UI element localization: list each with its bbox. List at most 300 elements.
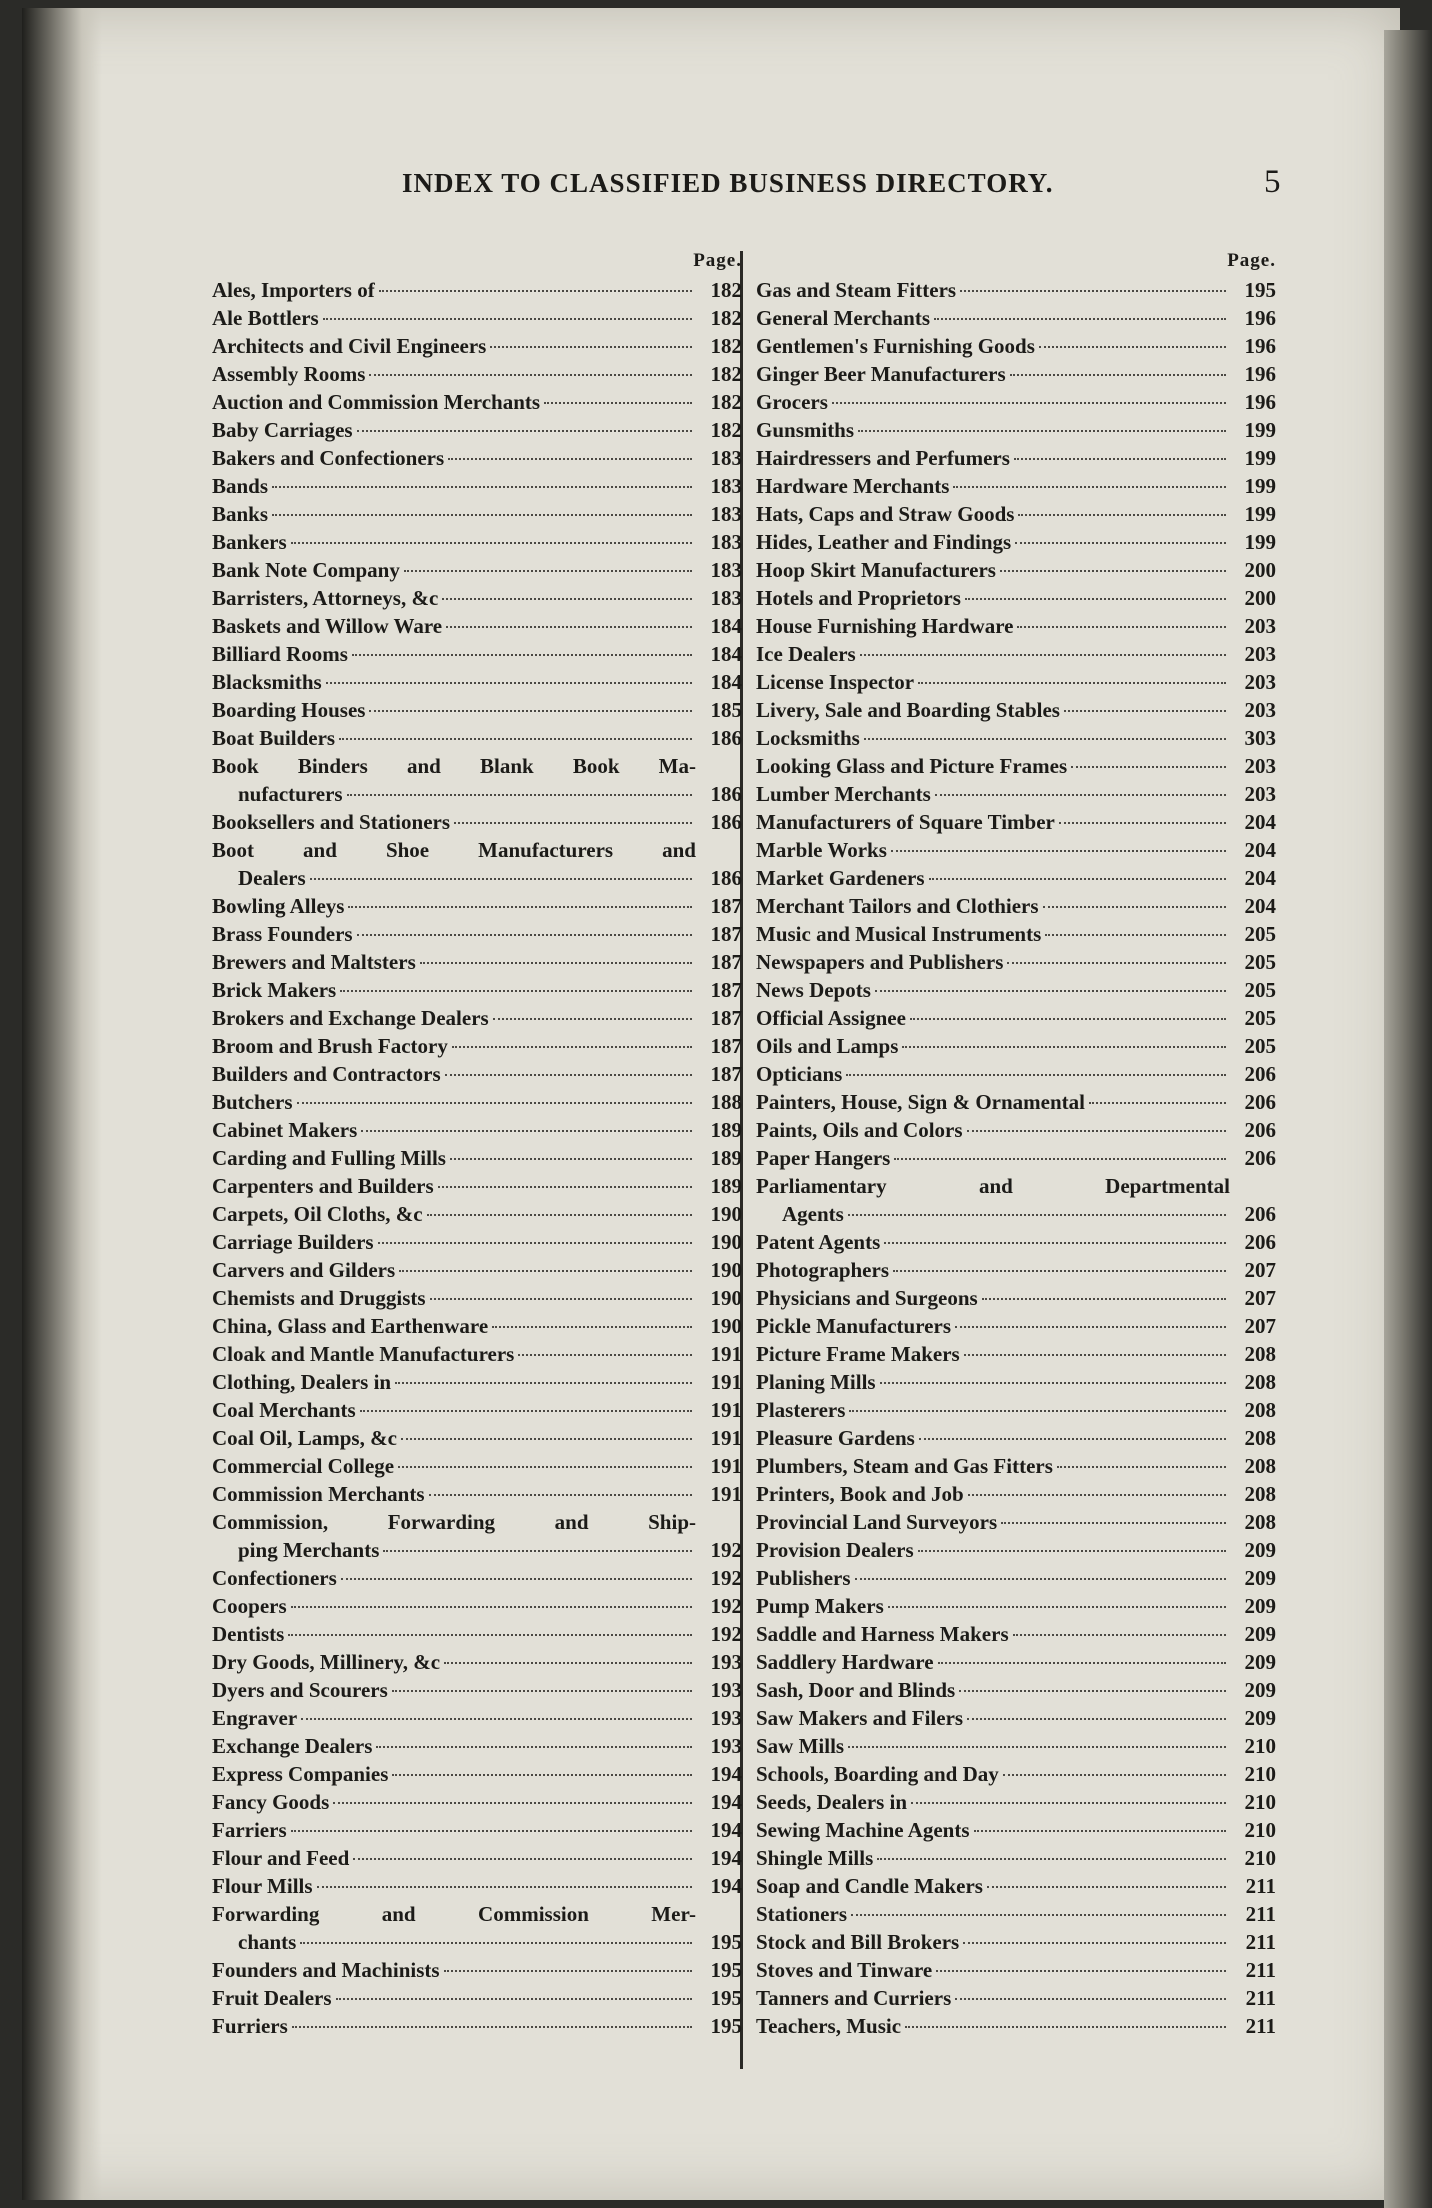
- entry-name: Livery, Sale and Boarding Stables: [756, 698, 1060, 722]
- index-entry: [212, 1200, 742, 1228]
- entry-name: Dentists: [212, 1622, 285, 1646]
- entry-name: Ginger Beer Manufacturers: [756, 362, 1006, 386]
- dot-leader: [905, 2026, 1226, 2028]
- dot-leader: [378, 1242, 692, 1244]
- dot-leader: [333, 1802, 692, 1804]
- dot-leader: [982, 1298, 1226, 1300]
- entry-page-number: 204: [1244, 810, 1276, 834]
- dot-leader: [1001, 1522, 1226, 1524]
- dot-leader: [911, 1802, 1226, 1804]
- index-entry: [212, 808, 742, 836]
- dot-leader: [877, 1858, 1226, 1860]
- dot-leader: [893, 1270, 1226, 1272]
- index-entry: [212, 1760, 742, 1788]
- entry-name: Bands: [212, 474, 269, 498]
- entry-name: Opticians: [756, 1062, 843, 1086]
- dot-leader: [399, 1270, 692, 1272]
- entry-name: Brokers and Exchange Dealers: [212, 1006, 489, 1030]
- dot-leader: [383, 1550, 692, 1552]
- entry-name: Book Binders and Blank Book Ma-: [212, 754, 696, 778]
- dot-leader: [968, 1494, 1226, 1496]
- entry-page-number: 194: [710, 1846, 742, 1870]
- index-entry: [212, 920, 742, 948]
- entry-name: Pump Makers: [756, 1594, 884, 1618]
- dot-leader: [1059, 822, 1226, 824]
- index-entry: [756, 1340, 1276, 1368]
- entry-page-number: 206: [1244, 1202, 1276, 1226]
- entry-name: Baby Carriages: [212, 418, 353, 442]
- dot-leader: [445, 1074, 692, 1076]
- entry-page-number: 211: [1245, 1958, 1276, 1982]
- entry-name-continued: Agents: [782, 1202, 844, 1226]
- dot-leader: [348, 906, 692, 908]
- index-entry: [212, 1956, 742, 1984]
- dot-leader: [884, 1242, 1226, 1244]
- entry-page-number: 190: [710, 1258, 742, 1282]
- entry-name: Commission Merchants: [212, 1482, 425, 1506]
- entry-name: Paints, Oils and Colors: [756, 1118, 963, 1142]
- entry-page-number: 199: [1244, 474, 1276, 498]
- entry-page-number: 187: [710, 922, 742, 946]
- index-entry: [212, 472, 742, 500]
- index-entry: [212, 1592, 742, 1620]
- entry-page-number: 193: [710, 1650, 742, 1674]
- dot-leader: [420, 962, 692, 964]
- index-entry: [212, 1228, 742, 1256]
- entry-page-number: 182: [710, 334, 742, 358]
- dot-leader: [291, 542, 692, 544]
- dot-leader: [936, 1970, 1226, 1972]
- dot-leader: [395, 1382, 692, 1384]
- index-entry: [212, 500, 742, 528]
- entry-page-number: 182: [710, 278, 742, 302]
- dot-leader: [855, 1578, 1226, 1580]
- dot-leader: [339, 738, 692, 740]
- entry-name: Physicians and Surgeons: [756, 1286, 978, 1310]
- entry-name: Bowling Alleys: [212, 894, 345, 918]
- entry-name: Cabinet Makers: [212, 1118, 358, 1142]
- dot-leader: [967, 1130, 1226, 1132]
- entry-page-number: 205: [1244, 978, 1276, 1002]
- dot-leader: [347, 794, 692, 796]
- dot-leader: [935, 794, 1226, 796]
- entry-name: News Depots: [756, 978, 871, 1002]
- entry-name: Planing Mills: [756, 1370, 876, 1394]
- entry-page-number: 189: [710, 1118, 742, 1142]
- index-entry: [756, 1144, 1276, 1172]
- entry-page-number: 191: [710, 1370, 742, 1394]
- index-entry: [756, 668, 1276, 696]
- dot-leader: [518, 1354, 692, 1356]
- dot-leader: [336, 1998, 692, 2000]
- entry-name: Brass Founders: [212, 922, 353, 946]
- entry-name: Carvers and Gilders: [212, 1258, 396, 1282]
- entry-page-number: 207: [1244, 1286, 1276, 1310]
- index-entry: [756, 1060, 1276, 1088]
- entry-name: Sash, Door and Blinds: [756, 1678, 956, 1702]
- entry-name: Pickle Manufacturers: [756, 1314, 951, 1338]
- entry-page-number: 186: [710, 810, 742, 834]
- entry-page-number: 186: [710, 782, 742, 806]
- index-entry: [212, 444, 742, 472]
- entry-page-number: 205: [1244, 922, 1276, 946]
- index-entry: [756, 500, 1276, 528]
- entry-page-number: 190: [710, 1286, 742, 1310]
- entry-page-number: 196: [1244, 362, 1276, 386]
- entry-name: Bakers and Confectioners: [212, 446, 445, 470]
- dot-leader: [1010, 374, 1226, 376]
- entry-name: Saddle and Harness Makers: [756, 1622, 1009, 1646]
- index-entry: [212, 2012, 742, 2040]
- index-entry: [756, 1816, 1276, 1844]
- dot-leader: [832, 402, 1226, 404]
- entry-page-number: 196: [1244, 390, 1276, 414]
- index-entry: [212, 1340, 742, 1368]
- index-entry: [756, 612, 1276, 640]
- entry-name: Fancy Goods: [212, 1790, 330, 1814]
- dot-leader: [960, 290, 1226, 292]
- index-entry: [756, 1228, 1276, 1256]
- entry-name: Express Companies: [212, 1762, 389, 1786]
- index-entry: [756, 1928, 1276, 1956]
- index-entry: [756, 584, 1276, 612]
- entry-name: Hats, Caps and Straw Goods: [756, 502, 1015, 526]
- entry-page-number: 203: [1244, 642, 1276, 666]
- index-entry: [212, 1172, 742, 1200]
- entry-page-number: 194: [710, 1790, 742, 1814]
- entry-page-number: 183: [710, 530, 742, 554]
- entry-name: Stock and Bill Brokers: [756, 1930, 960, 1954]
- index-entry: [212, 1704, 742, 1732]
- dot-leader: [858, 430, 1226, 432]
- dot-leader: [1003, 1774, 1226, 1776]
- index-entry: [212, 976, 742, 1004]
- entry-name: Ales, Importers of: [212, 278, 375, 302]
- entry-page-number: 206: [1244, 1230, 1276, 1254]
- index-entry: [212, 1004, 742, 1032]
- dot-leader: [1018, 514, 1226, 516]
- entry-page-number: 186: [710, 866, 742, 890]
- entry-page-number: 211: [1245, 2014, 1276, 2038]
- index-entry: [756, 1956, 1276, 1984]
- entry-page-number: 193: [710, 1734, 742, 1758]
- entry-name: Saw Mills: [756, 1734, 845, 1758]
- dot-leader: [291, 1606, 692, 1608]
- index-entry: [756, 1452, 1276, 1480]
- page-header: [402, 164, 1302, 208]
- dot-leader: [301, 1718, 692, 1720]
- entry-page-number: 208: [1244, 1426, 1276, 1450]
- entry-page-number: 192: [710, 1594, 742, 1618]
- index-entry: [212, 1256, 742, 1284]
- dot-leader: [430, 1298, 692, 1300]
- index-column-left: [212, 250, 742, 2040]
- entry-page-number: 203: [1244, 614, 1276, 638]
- dot-leader: [929, 878, 1226, 880]
- entry-page-number: 211: [1245, 1902, 1276, 1926]
- dot-leader: [427, 1214, 692, 1216]
- dot-leader: [404, 570, 692, 572]
- dot-leader: [272, 514, 692, 516]
- index-entry: [756, 1256, 1276, 1284]
- entry-page-number: 184: [710, 670, 742, 694]
- entry-name: Assembly Rooms: [212, 362, 366, 386]
- dot-leader: [1039, 346, 1226, 348]
- index-entry: [756, 864, 1276, 892]
- page-title: INDEX TO CLASSIFIED BUSINESS DIRECTORY.: [402, 168, 1054, 198]
- entry-page-number: 211: [1245, 1986, 1276, 2010]
- entry-name: Gentlemen's Furnishing Goods: [756, 334, 1035, 358]
- entry-name-continued: nufacturers: [238, 782, 343, 806]
- entry-page-number: 191: [710, 1454, 742, 1478]
- index-entry: [756, 1760, 1276, 1788]
- entry-page-number: 184: [710, 614, 742, 638]
- entry-name: Tanners and Curriers: [756, 1986, 952, 2010]
- entry-name: Teachers, Music: [756, 2014, 902, 2038]
- index-entry: [756, 360, 1276, 388]
- entry-page-number: 207: [1244, 1258, 1276, 1282]
- entry-page-number: 183: [710, 474, 742, 498]
- entry-name: Music and Musical Instruments: [756, 922, 1042, 946]
- entry-name: Merchant Tailors and Clothiers: [756, 894, 1039, 918]
- entry-name: Commission, Forwarding and Ship-: [212, 1510, 696, 1534]
- dot-leader: [398, 1466, 692, 1468]
- index-entry: [212, 668, 742, 696]
- index-entry: [756, 1592, 1276, 1620]
- dot-leader: [361, 1130, 692, 1132]
- entry-page-number: 190: [710, 1314, 742, 1338]
- entry-name: Furriers: [212, 2014, 288, 2038]
- entry-page-number: 194: [710, 1818, 742, 1842]
- entry-name: Baskets and Willow Ware: [212, 614, 443, 638]
- entry-page-number: 206: [1244, 1062, 1276, 1086]
- entry-name: Dyers and Scourers: [212, 1678, 388, 1702]
- index-entry: [756, 1368, 1276, 1396]
- entry-name: Hides, Leather and Findings: [756, 530, 1012, 554]
- dot-leader: [848, 1746, 1226, 1748]
- index-entry: [212, 332, 742, 360]
- entry-page-number: 199: [1244, 502, 1276, 526]
- index-entry: [756, 388, 1276, 416]
- dot-leader: [963, 1942, 1226, 1944]
- entry-page-number: 208: [1244, 1510, 1276, 1534]
- entry-name: Patent Agents: [756, 1230, 881, 1254]
- index-entry: [756, 976, 1276, 1004]
- entry-page-number: 208: [1244, 1482, 1276, 1506]
- entry-name: Butchers: [212, 1090, 293, 1114]
- dot-leader: [310, 878, 692, 880]
- dot-leader: [492, 1326, 692, 1328]
- dot-leader: [965, 598, 1226, 600]
- entry-name: Saddlery Hardware: [756, 1650, 934, 1674]
- dot-leader: [326, 682, 692, 684]
- entry-name-continued: ping Merchants: [238, 1538, 380, 1562]
- entry-page-number: 206: [1244, 1090, 1276, 1114]
- entry-name: Banks: [212, 502, 269, 526]
- entry-page-number: 193: [710, 1678, 742, 1702]
- index-entry: [212, 1676, 742, 1704]
- entry-name: Paper Hangers: [756, 1146, 891, 1170]
- dot-leader: [291, 1830, 692, 1832]
- index-entry: [212, 1060, 742, 1088]
- entry-name: Coal Merchants: [212, 1398, 356, 1422]
- entry-name: Marble Works: [756, 838, 887, 862]
- entry-page-number: 303: [1244, 726, 1276, 750]
- entry-name: Gas and Steam Fitters: [756, 278, 957, 302]
- dot-leader: [272, 486, 692, 488]
- index-entry: [756, 332, 1276, 360]
- index-entry: [212, 1900, 742, 1956]
- entry-page-number: 183: [710, 446, 742, 470]
- entry-page-number: 182: [710, 362, 742, 386]
- index-entry: [212, 836, 742, 892]
- entry-page-number: 191: [710, 1426, 742, 1450]
- entry-page-number: 207: [1244, 1314, 1276, 1338]
- dot-leader: [446, 626, 692, 628]
- dot-leader: [860, 654, 1226, 656]
- entry-page-number: 206: [1244, 1118, 1276, 1142]
- entry-page-number: 200: [1244, 558, 1276, 582]
- index-entry: [212, 1844, 742, 1872]
- entry-name: Manufacturers of Square Timber: [756, 810, 1055, 834]
- entry-page-number: 210: [1244, 1818, 1276, 1842]
- entry-name: License Inspector: [756, 670, 915, 694]
- entry-name-continued: Dealers: [238, 866, 306, 890]
- dot-leader: [444, 1970, 692, 1972]
- dot-leader: [360, 1410, 692, 1412]
- entry-page-number: 199: [1244, 530, 1276, 554]
- dot-leader: [1014, 458, 1226, 460]
- index-entry: [756, 1536, 1276, 1564]
- entry-page-number: 183: [710, 586, 742, 610]
- entry-page-number: 187: [710, 1062, 742, 1086]
- entry-name: Schools, Boarding and Day: [756, 1762, 999, 1786]
- entry-page-number: 188: [710, 1090, 742, 1114]
- entry-page-number: 203: [1244, 698, 1276, 722]
- dot-leader: [442, 598, 692, 600]
- entry-name: Blacksmiths: [212, 670, 322, 694]
- dot-leader: [894, 1158, 1226, 1160]
- dot-leader: [340, 990, 692, 992]
- index-entry: [212, 1284, 742, 1312]
- dot-leader: [353, 1858, 692, 1860]
- entry-name: Printers, Book and Job: [756, 1482, 964, 1506]
- index-entry: [756, 1032, 1276, 1060]
- entry-page-number: 199: [1244, 418, 1276, 442]
- entry-page-number: 209: [1244, 1566, 1276, 1590]
- entry-name: Brewers and Maltsters: [212, 950, 416, 974]
- dot-leader: [848, 1214, 1226, 1216]
- page-number: 5: [1264, 164, 1281, 200]
- entry-page-number: 204: [1244, 866, 1276, 890]
- entry-name: Clothing, Dealers in: [212, 1370, 392, 1394]
- dot-leader: [300, 1942, 692, 1944]
- entry-name: Shingle Mills: [756, 1846, 874, 1870]
- index-entry: [756, 556, 1276, 584]
- dot-leader: [392, 1774, 692, 1776]
- entry-page-number: 187: [710, 950, 742, 974]
- dot-leader: [450, 1158, 692, 1160]
- entry-page-number: 192: [710, 1622, 742, 1646]
- index-entry: [212, 1620, 742, 1648]
- entry-name: Grocers: [756, 390, 828, 414]
- index-entry: [756, 808, 1276, 836]
- index-entry: [212, 1984, 742, 2012]
- entry-name: Confectioners: [212, 1566, 337, 1590]
- entry-name: Forwarding and Commission Mer-: [212, 1902, 696, 1926]
- dot-leader: [967, 1718, 1226, 1720]
- dot-leader: [864, 738, 1226, 740]
- index-entry: [212, 1648, 742, 1676]
- index-entry: [212, 1396, 742, 1424]
- dot-leader: [1017, 626, 1226, 628]
- entry-page-number: 186: [710, 726, 742, 750]
- page-column-label: Page.: [1227, 250, 1276, 271]
- index-entry: [756, 752, 1276, 780]
- entry-page-number: 210: [1244, 1790, 1276, 1814]
- entry-name: Locksmiths: [756, 726, 860, 750]
- entry-name: Stoves and Tinware: [756, 1958, 933, 1982]
- index-entry: [212, 948, 742, 976]
- index-entry: [212, 892, 742, 920]
- entry-page-number: 183: [710, 502, 742, 526]
- entry-name: Stationers: [756, 1902, 847, 1926]
- index-entry: [756, 304, 1276, 332]
- index-entry: [212, 1368, 742, 1396]
- entry-page-number: 210: [1244, 1734, 1276, 1758]
- index-entry: [756, 1844, 1276, 1872]
- index-entry: [756, 640, 1276, 668]
- index-entry: [212, 612, 742, 640]
- dot-leader: [369, 374, 692, 376]
- dot-leader: [934, 318, 1226, 320]
- dot-leader: [357, 430, 692, 432]
- entry-page-number: 203: [1244, 782, 1276, 806]
- entry-name: Carriage Builders: [212, 1230, 374, 1254]
- index-entry: [212, 1088, 742, 1116]
- entry-page-number: 182: [710, 390, 742, 414]
- entry-name: Hardware Merchants: [756, 474, 950, 498]
- entry-page-number: 208: [1244, 1454, 1276, 1478]
- dot-leader: [297, 1102, 693, 1104]
- entry-name: Booksellers and Stationers: [212, 810, 451, 834]
- entry-name: Cloak and Mantle Manufacturers: [212, 1342, 515, 1366]
- dot-leader: [964, 1354, 1226, 1356]
- entry-name: Plasterers: [756, 1398, 846, 1422]
- dot-leader: [1000, 570, 1226, 572]
- index-entry: [756, 472, 1276, 500]
- entry-page-number: 184: [710, 642, 742, 666]
- entry-page-number: 205: [1244, 1034, 1276, 1058]
- dot-leader: [1045, 934, 1226, 936]
- dot-leader: [379, 290, 692, 292]
- index-entry: [756, 444, 1276, 472]
- index-entry: [756, 1424, 1276, 1452]
- index-entry: [212, 584, 742, 612]
- entry-name: Flour Mills: [212, 1874, 313, 1898]
- entry-page-number: 190: [710, 1202, 742, 1226]
- dot-leader: [352, 654, 692, 656]
- entry-name: Billiard Rooms: [212, 642, 348, 666]
- entry-page-number: 195: [1244, 278, 1276, 302]
- dot-leader: [438, 1186, 692, 1188]
- index-entry: [756, 416, 1276, 444]
- index-entry: [756, 1676, 1276, 1704]
- index-entry: [756, 920, 1276, 948]
- entry-name: Oils and Lamps: [756, 1034, 899, 1058]
- entry-page-number: 194: [710, 1762, 742, 1786]
- entry-name: Sewing Machine Agents: [756, 1818, 970, 1842]
